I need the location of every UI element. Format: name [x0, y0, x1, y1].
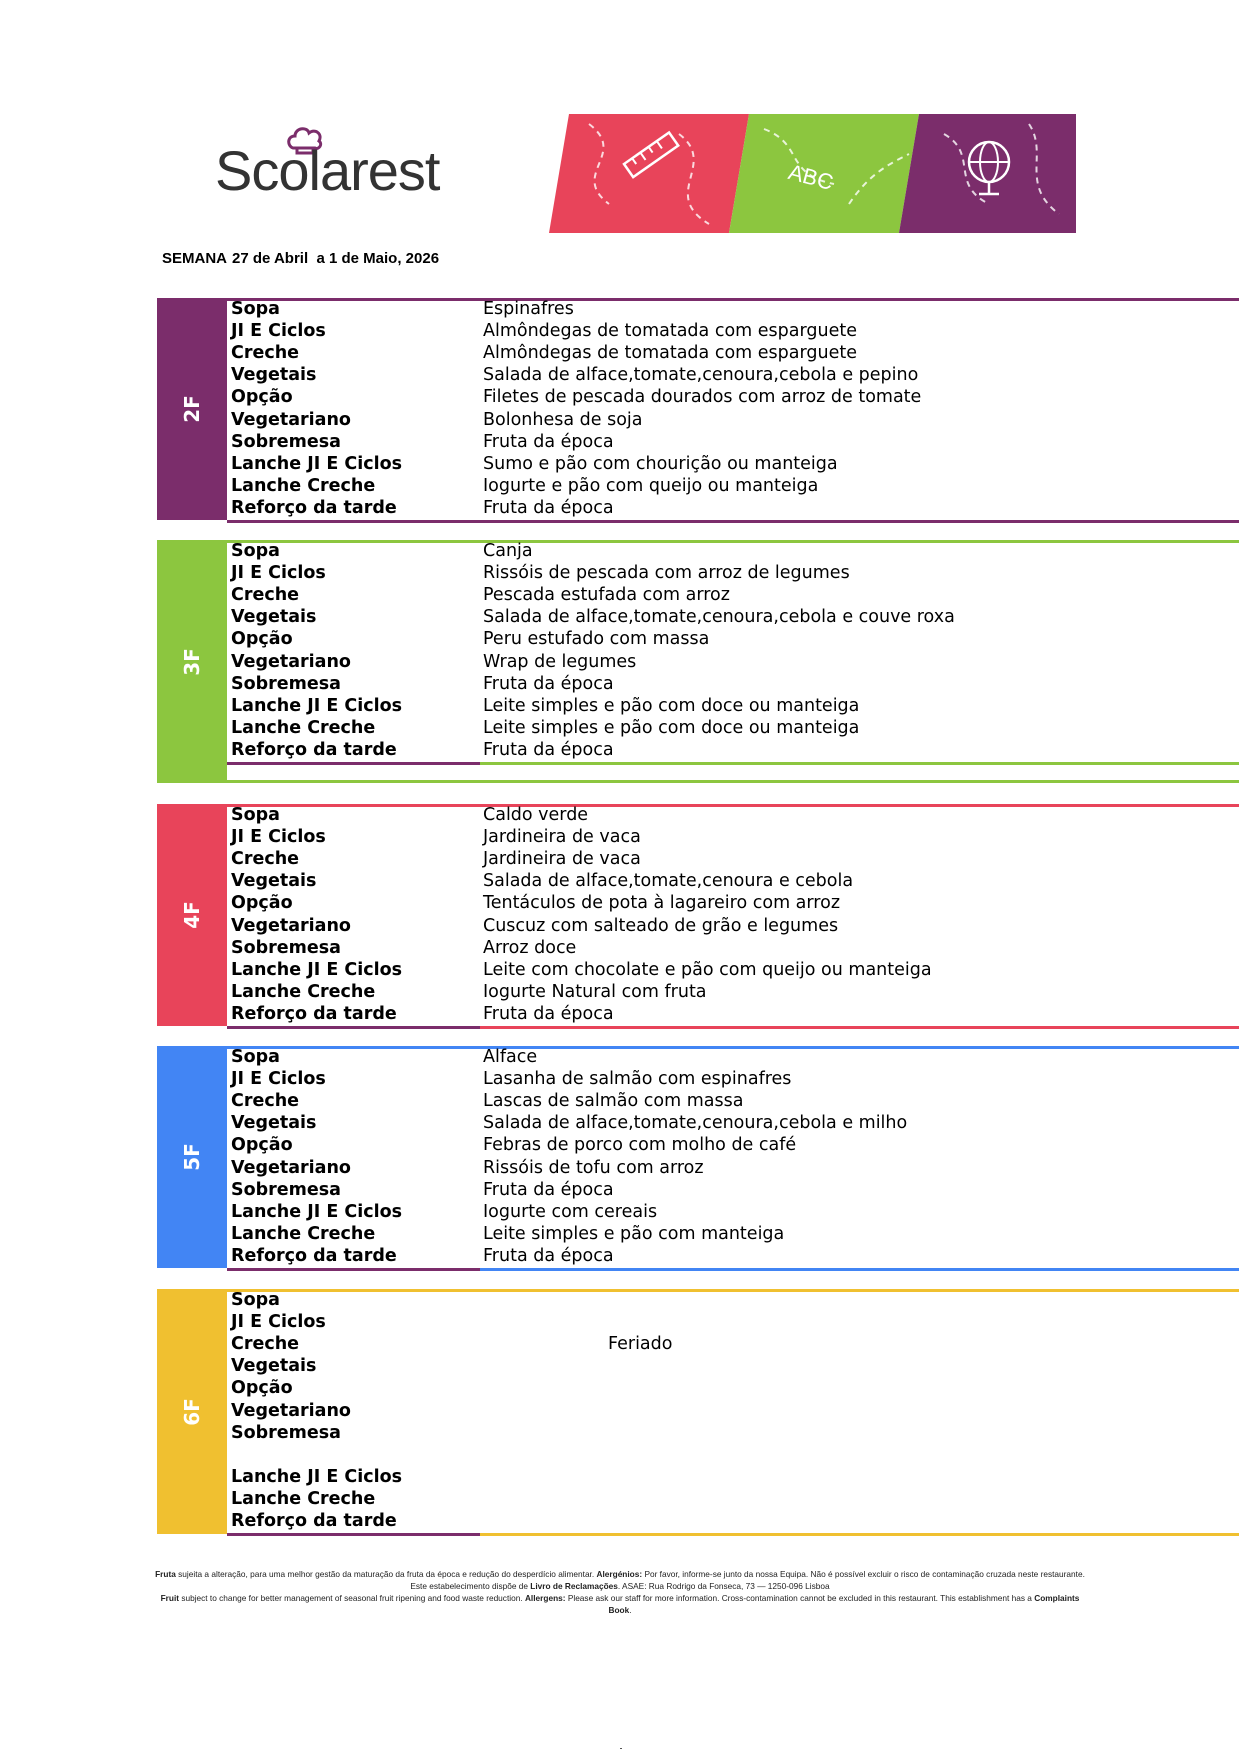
menu-category: Sobremesa: [231, 431, 341, 452]
day-label: 3F: [179, 647, 204, 676]
menu-row: [231, 938, 1231, 960]
menu-category: Creche: [231, 343, 300, 364]
menu-row: [231, 432, 1231, 454]
menu-dish: Salada de alface,tomate,cenoura e cebola: [483, 871, 854, 892]
menu-row: [231, 696, 1231, 718]
menu-row: [231, 1135, 1231, 1157]
footer-pt-text-2: Por favor, informe-se junto da nossa Equipa. Não é possível excluir o risco de contaminação cruzada neste restaurante. Este estabelecimento dispõe de: [410, 1569, 1085, 1591]
menu-dish: Lasanha de salmão com espinafres: [483, 1069, 792, 1090]
menu-row: [231, 1069, 1231, 1091]
menu-row: [231, 541, 1231, 563]
header-banner: [549, 114, 1076, 233]
menu-row: [231, 1511, 1231, 1533]
week-label: SEMANA: [162, 250, 228, 267]
menu-category: Reforço da tarde: [231, 1511, 397, 1531]
brand-name: Scolarest: [215, 139, 440, 202]
menu-dish: Wrap de legumes: [483, 651, 637, 672]
day-tab: [157, 804, 227, 1026]
menu-category: Sopa: [231, 1290, 280, 1310]
menu-row: [231, 585, 1231, 607]
menu-category: Reforço da tarde: [231, 739, 397, 760]
menu-category: Vegetais: [231, 871, 317, 892]
menu-dish: Peru estufado com massa: [483, 629, 710, 650]
menu-row: [231, 652, 1231, 674]
footer-pt-text-1: sujeita a alteração, para uma melhor gestão da maturação da fruta da época e redução do desperdício alimentar.: [175, 1569, 597, 1579]
holiday-note: Feriado: [608, 1334, 673, 1355]
menu-row: [231, 1091, 1231, 1113]
menu-category: Opção: [231, 1135, 293, 1156]
day-label: 2F: [179, 395, 204, 423]
menu-dish: Espinafres: [483, 299, 574, 319]
footer-en-bold-3: Complaints Book: [608, 1593, 1080, 1615]
day-block-3f: [157, 540, 1239, 783]
menu-category: Sopa: [231, 1047, 280, 1067]
menu-row: [231, 454, 1231, 476]
menu-row: [231, 871, 1231, 893]
menu-row: [231, 1047, 1231, 1069]
footer-en: [150, 1592, 1090, 1616]
menu-row: [231, 1356, 1231, 1378]
footer-notes: [150, 1568, 1090, 1616]
menu-row: [231, 563, 1231, 585]
menu-category: Reforço da tarde: [231, 1245, 397, 1266]
menu-category: Opção: [231, 387, 293, 408]
menu-dish: Salada de alface,tomate,cenoura,cebola e milho: [483, 1113, 908, 1134]
footer-en-bold-1: Fruit: [160, 1593, 180, 1603]
menu-dish: Iogurte e pão com queijo ou manteiga: [483, 475, 819, 496]
menu-row: [231, 1158, 1231, 1180]
menu-row: [231, 1489, 1231, 1511]
week-dates: 27 de Abril a 1 de Maio, 2026: [232, 250, 440, 267]
menu-row: [231, 1378, 1231, 1400]
menu-dish: Leite simples e pão com manteiga: [483, 1223, 785, 1244]
category-bottom-rule: [227, 520, 480, 523]
menu-category: Opção: [231, 1378, 293, 1399]
menu-category: Lanche JI E Ciclos: [231, 1466, 403, 1487]
footer-pt-text-3: . ASAE: Rua Rodrigo da Fonseca, 73 — 1250-096 Lisboa: [617, 1581, 830, 1591]
menu-row: [231, 498, 1231, 520]
menu-row: [231, 982, 1231, 1004]
menu-category: Sobremesa: [231, 1422, 341, 1443]
menu-row: [231, 1401, 1231, 1423]
footer-pt: [150, 1568, 1090, 1592]
menu-category: Lanche Creche: [231, 1223, 376, 1244]
menu-dish: Febras de porco com molho de café: [483, 1135, 797, 1156]
day-tab: [157, 1289, 227, 1534]
menu-category: Vegetariano: [231, 1157, 351, 1178]
menu-dish: Leite simples e pão com doce ou manteiga: [483, 717, 860, 738]
dish-bottom-rule: [480, 1268, 1239, 1271]
dish-bottom-rule: [480, 520, 1239, 523]
menu-dish: Pescada estufada com arroz: [483, 585, 730, 606]
dish-bottom-rule: [480, 1533, 1239, 1536]
menu-dish: Iogurte Natural com fruta: [483, 981, 707, 1002]
menu-category: Lanche Creche: [231, 1488, 376, 1509]
menu-row: [231, 365, 1231, 387]
scolarest-logo: [215, 128, 485, 208]
menu-row: [231, 916, 1231, 938]
footer-pt-bold-1: Fruta: [155, 1569, 176, 1579]
menu-category: Vegetais: [231, 1113, 317, 1134]
menu-row: [231, 1246, 1231, 1268]
menu-dish: Fruta da época: [483, 431, 614, 452]
menu-category: Creche: [231, 1091, 300, 1112]
menu-row: [231, 674, 1231, 696]
menu-row: [231, 1180, 1231, 1202]
menu-row: [231, 321, 1231, 343]
menu-row: [231, 1202, 1231, 1224]
menu-dish: Caldo verde: [483, 805, 589, 825]
menu-row: [231, 476, 1231, 498]
category-bottom-rule: [227, 1533, 480, 1536]
menu-row: [231, 1423, 1231, 1445]
menu-category: Lanche Creche: [231, 475, 376, 496]
menu-row: [231, 629, 1231, 651]
menu-category: Sobremesa: [231, 1179, 341, 1200]
category-bottom-rule: [227, 1268, 480, 1271]
footer-en-bold-2: Allergens:: [524, 1593, 566, 1603]
category-bottom-rule: [227, 762, 480, 765]
menu-dish: Leite com chocolate e pão com queijo ou manteiga: [483, 959, 932, 980]
menu-row: [231, 410, 1231, 432]
dish-bottom-rule: [480, 1026, 1239, 1029]
menu-dish: Rissóis de pescada com arroz de legumes: [483, 563, 850, 584]
day-tab: [157, 540, 227, 783]
menu-row: [231, 1445, 1231, 1467]
page-mark: [620, 1748, 622, 1749]
menu-row: [231, 299, 1231, 321]
menu-category: Opção: [231, 893, 293, 914]
day-tab: [157, 1046, 227, 1268]
menu-dish: Leite simples e pão com doce ou manteiga: [483, 695, 860, 716]
week-range: [162, 250, 439, 267]
menu-dish: Fruta da época: [483, 739, 614, 760]
menu-category: Vegetais: [231, 1356, 317, 1377]
menu-category: Reforço da tarde: [231, 1003, 397, 1024]
menu-dish: Alface: [483, 1047, 538, 1067]
menu-dish: Canja: [483, 541, 533, 561]
footer-pt-bold-3: Livro de Reclamações: [530, 1581, 618, 1591]
menu-dish: Jardineira de vaca: [483, 827, 641, 848]
menu-category: Creche: [231, 585, 300, 606]
banner-red-panel: [549, 114, 749, 233]
menu-dish: Fruta da época: [483, 497, 614, 518]
day-label: 6F: [179, 1397, 204, 1426]
menu-category: Sopa: [231, 299, 280, 319]
menu-dish: Fruta da época: [483, 1003, 614, 1024]
footer-pt-bold-2: Alergénios:: [596, 1569, 643, 1579]
menu-dish: Sumo e pão com chourição ou manteiga: [483, 453, 838, 474]
menu-dish: Filetes de pescada dourados com arroz de tomate: [483, 387, 922, 408]
menu-row: [231, 387, 1231, 409]
day-tab: [157, 298, 227, 520]
menu-row: [231, 1113, 1231, 1135]
menu-row: [231, 1290, 1231, 1312]
menu-category: Vegetariano: [231, 915, 351, 936]
menu-category: Lanche Creche: [231, 981, 376, 1002]
menu-row: [231, 960, 1231, 982]
menu-category: Lanche JI E Ciclos: [231, 453, 403, 474]
menu-category: JI E Ciclos: [231, 1069, 326, 1090]
menu-category: Vegetariano: [231, 1400, 351, 1421]
abc-icon: ABC: [785, 159, 836, 196]
menu-row: [231, 1312, 1231, 1334]
menu-category: Creche: [231, 849, 300, 870]
menu-category: Reforço da tarde: [231, 497, 397, 518]
category-bottom-rule: [227, 1026, 480, 1029]
menu-dish: Lascas de salmão com massa: [483, 1091, 744, 1112]
day-label: 4F: [179, 901, 204, 929]
day-block-5f: [157, 1046, 1239, 1268]
menu-row: [231, 827, 1231, 849]
dish-bottom-rule: [480, 762, 1239, 765]
menu-dish: Fruta da época: [483, 1245, 614, 1266]
menu-row: [231, 893, 1231, 915]
menu-category: JI E Ciclos: [231, 1312, 326, 1333]
menu-category: Vegetariano: [231, 409, 351, 430]
menu-category: JI E Ciclos: [231, 827, 326, 848]
footer-en-text-1: subject to change for better management of seasonal fruit ripening and food waste reduction.: [179, 1593, 525, 1603]
menu-row: [231, 805, 1231, 827]
menu-dish: Salada de alface,tomate,cenoura,cebola e pepino: [483, 365, 919, 386]
day-block-6f: [157, 1289, 1239, 1534]
menu-category: Sopa: [231, 805, 280, 825]
day-bottom-rule: [227, 780, 1239, 783]
day-label: 5F: [179, 1143, 204, 1171]
menu-row: [231, 1334, 1231, 1356]
menu-row: [231, 1224, 1231, 1246]
menu-dish: Cuscuz com salteado de grão e legumes: [483, 915, 839, 936]
menu-dish: Bolonhesa de soja: [483, 409, 643, 430]
menu-dish: Rissóis de tofu com arroz: [483, 1157, 704, 1178]
day-block-4f: [157, 804, 1239, 1026]
menu-row: [231, 718, 1231, 740]
menu-dish: Almôndegas de tomatada com esparguete: [483, 321, 857, 342]
menu-row: [231, 1004, 1231, 1026]
menu-category: Lanche Creche: [231, 717, 376, 738]
menu-category: JI E Ciclos: [231, 321, 326, 342]
menu-row: [231, 849, 1231, 871]
menu-row: [231, 740, 1231, 762]
menu-category: Lanche JI E Ciclos: [231, 959, 403, 980]
menu-row: [231, 343, 1231, 365]
menu-category: Lanche JI E Ciclos: [231, 1201, 403, 1222]
menu-category: Sobremesa: [231, 937, 341, 958]
menu-dish: Iogurte com cereais: [483, 1201, 658, 1222]
menu-category: Sopa: [231, 541, 280, 561]
menu-category: Vegetais: [231, 607, 317, 628]
menu-dish: Salada de alface,tomate,cenoura,cebola e couve roxa: [483, 607, 955, 628]
menu-category: JI E Ciclos: [231, 563, 326, 584]
menu-category: Vegetais: [231, 365, 317, 386]
menu-dish: Almôndegas de tomatada com esparguete: [483, 343, 857, 364]
footer-en-text-3: .: [629, 1605, 632, 1615]
menu-dish: Jardineira de vaca: [483, 849, 641, 870]
menu-category: Lanche JI E Ciclos: [231, 695, 403, 716]
day-block-2f: [157, 298, 1239, 520]
menu-row: [231, 607, 1231, 629]
menu-category: Creche: [231, 1334, 300, 1355]
menu-category: Sobremesa: [231, 673, 341, 694]
footer-en-text-2: Please ask our staff for more information. Cross-contamination cannot be excluded in this restaurant. This establishment has a: [565, 1593, 1035, 1603]
menu-dish: Tentáculos de pota à lagareiro com arroz: [483, 893, 840, 914]
menu-category: Opção: [231, 629, 293, 650]
menu-dish: Arroz doce: [483, 937, 577, 958]
menu-row: [231, 1467, 1231, 1489]
menu-dish: Fruta da época: [483, 1179, 614, 1200]
menu-dish: Fruta da época: [483, 673, 614, 694]
banner-purple-panel: [899, 114, 1076, 233]
menu-category: Vegetariano: [231, 651, 351, 672]
